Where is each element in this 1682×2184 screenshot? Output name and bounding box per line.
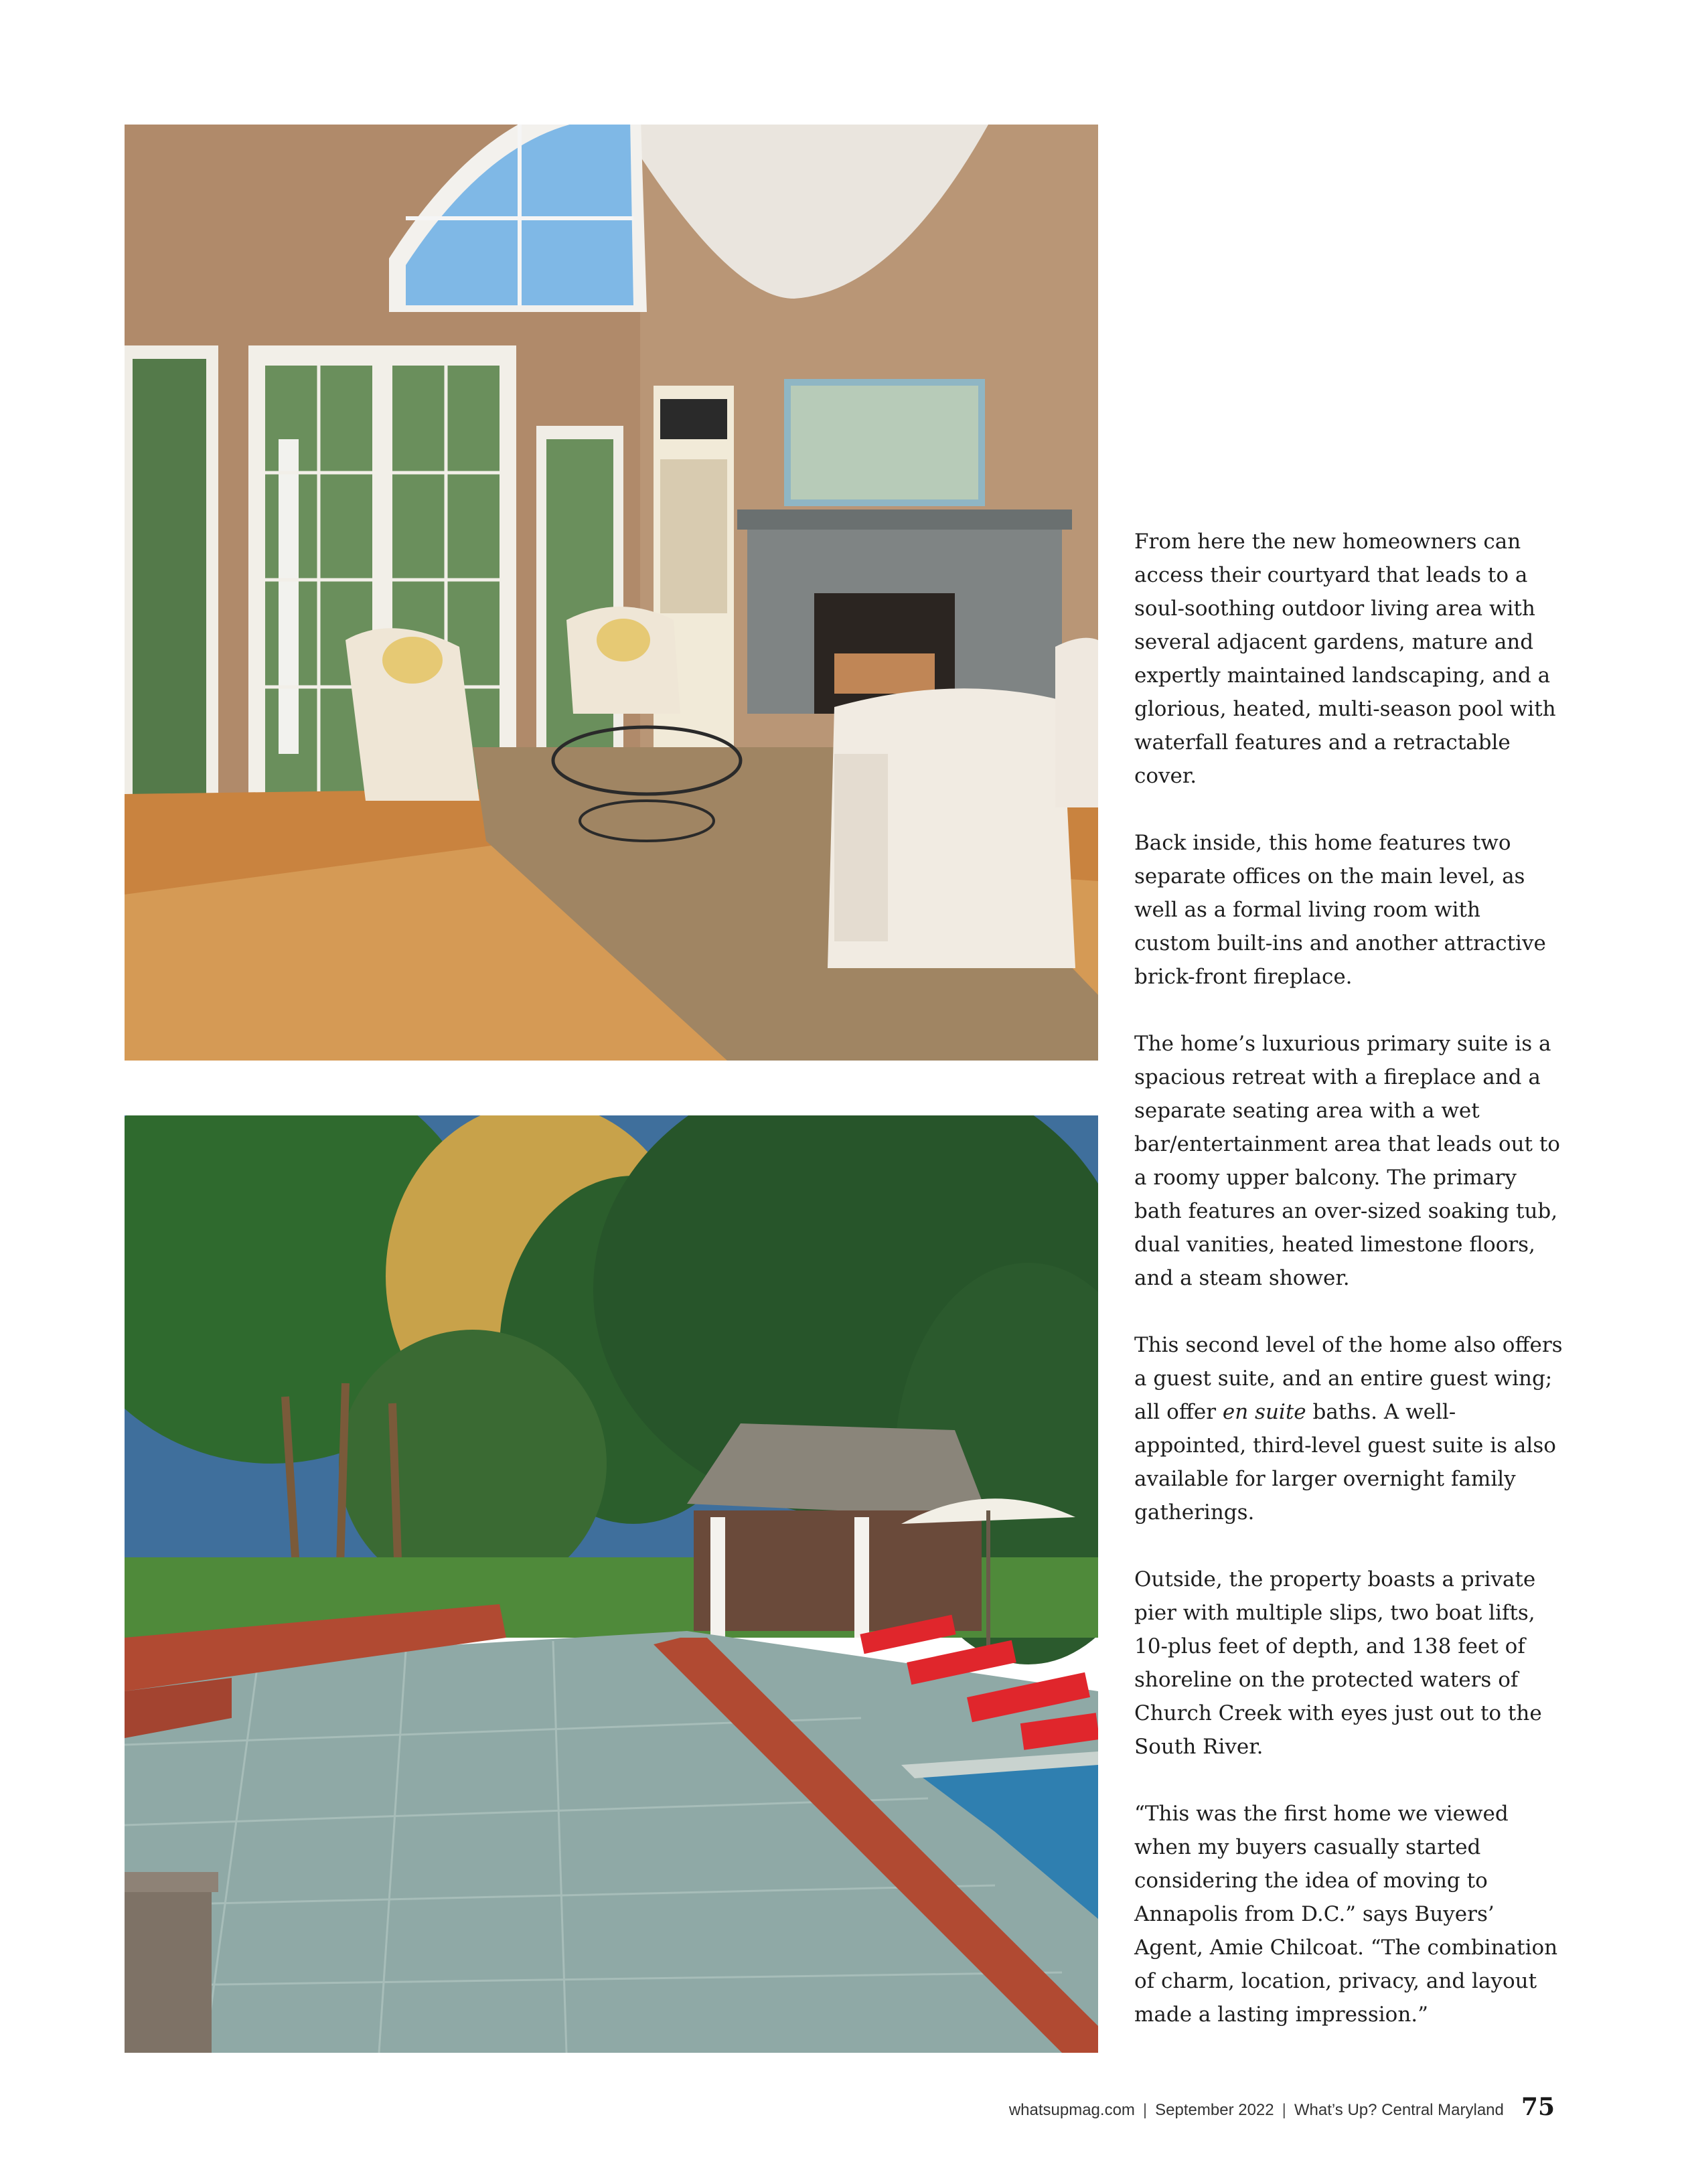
footer-issue: September 2022 — [1155, 2101, 1274, 2119]
paragraph-outside: Outside, the property boasts a private pier with multiple slips, two boat lifts, 10-plus feet of depth, and 138 feet of shoreline on the protected waters of Church Creek with eyes just out to the South River. — [1134, 1567, 1542, 1759]
article-body — [1134, 525, 1563, 2065]
paragraph-offices: Back inside, this home features two separate offices on the main level, as well as a formal living room with custom built-ins and another attractive brick-front fireplace. — [1134, 831, 1546, 989]
living-room-photo — [125, 125, 1098, 1061]
footer-website: whatsupmag.com — [1008, 2101, 1135, 2119]
footer-divider: | — [1282, 2101, 1286, 2119]
pool-patio-photo — [125, 1115, 1098, 2053]
paragraph-second-level-text: This second level of the home also offers a guest suite, and an entire guest wing; all offer — [1134, 1333, 1563, 1424]
page-number: 75 — [1521, 2093, 1555, 2121]
footer-divider: | — [1142, 2101, 1148, 2119]
paragraph-primary-suite: The home’s luxurious primary suite is a spacious retreat with a fireplace and a separate seating area with a wet bar/entertainment area that leads out to a roomy upper balcony. The primary bath features an over-sized soaking tub, dual vanities, heated limestone floors, and a steam shower. — [1134, 1032, 1560, 1290]
paragraph-quote: “This was the first home we viewed when my buyers casually started considering the idea of moving to Annapolis from D.C.” says Buyers’ Agent, Amie Chilcoat. “The combination of charm, location, privacy, and layout made a lasting impression.” — [1134, 1802, 1558, 2027]
paragraph-second-level-text-end: baths. A well-appointed, third-level guest suite is also available for larger overnight family gatherings. — [1134, 1400, 1556, 1525]
paragraph-courtyard: From here the new homeowners can access their courtyard that leads to a soul-soothing outdoor living area with several adjacent gardens, mature and expertly maintained landscaping, and a glorious, heated, multi-season pool with waterfall features and a retractable cover. — [1134, 530, 1556, 788]
en-suite-italic: en suite — [1222, 1400, 1306, 1424]
page-footer — [1009, 2093, 1555, 2126]
paragraph-second-level — [1134, 1328, 1563, 1529]
footer-publication: What’s Up? Central Maryland — [1294, 2101, 1504, 2119]
